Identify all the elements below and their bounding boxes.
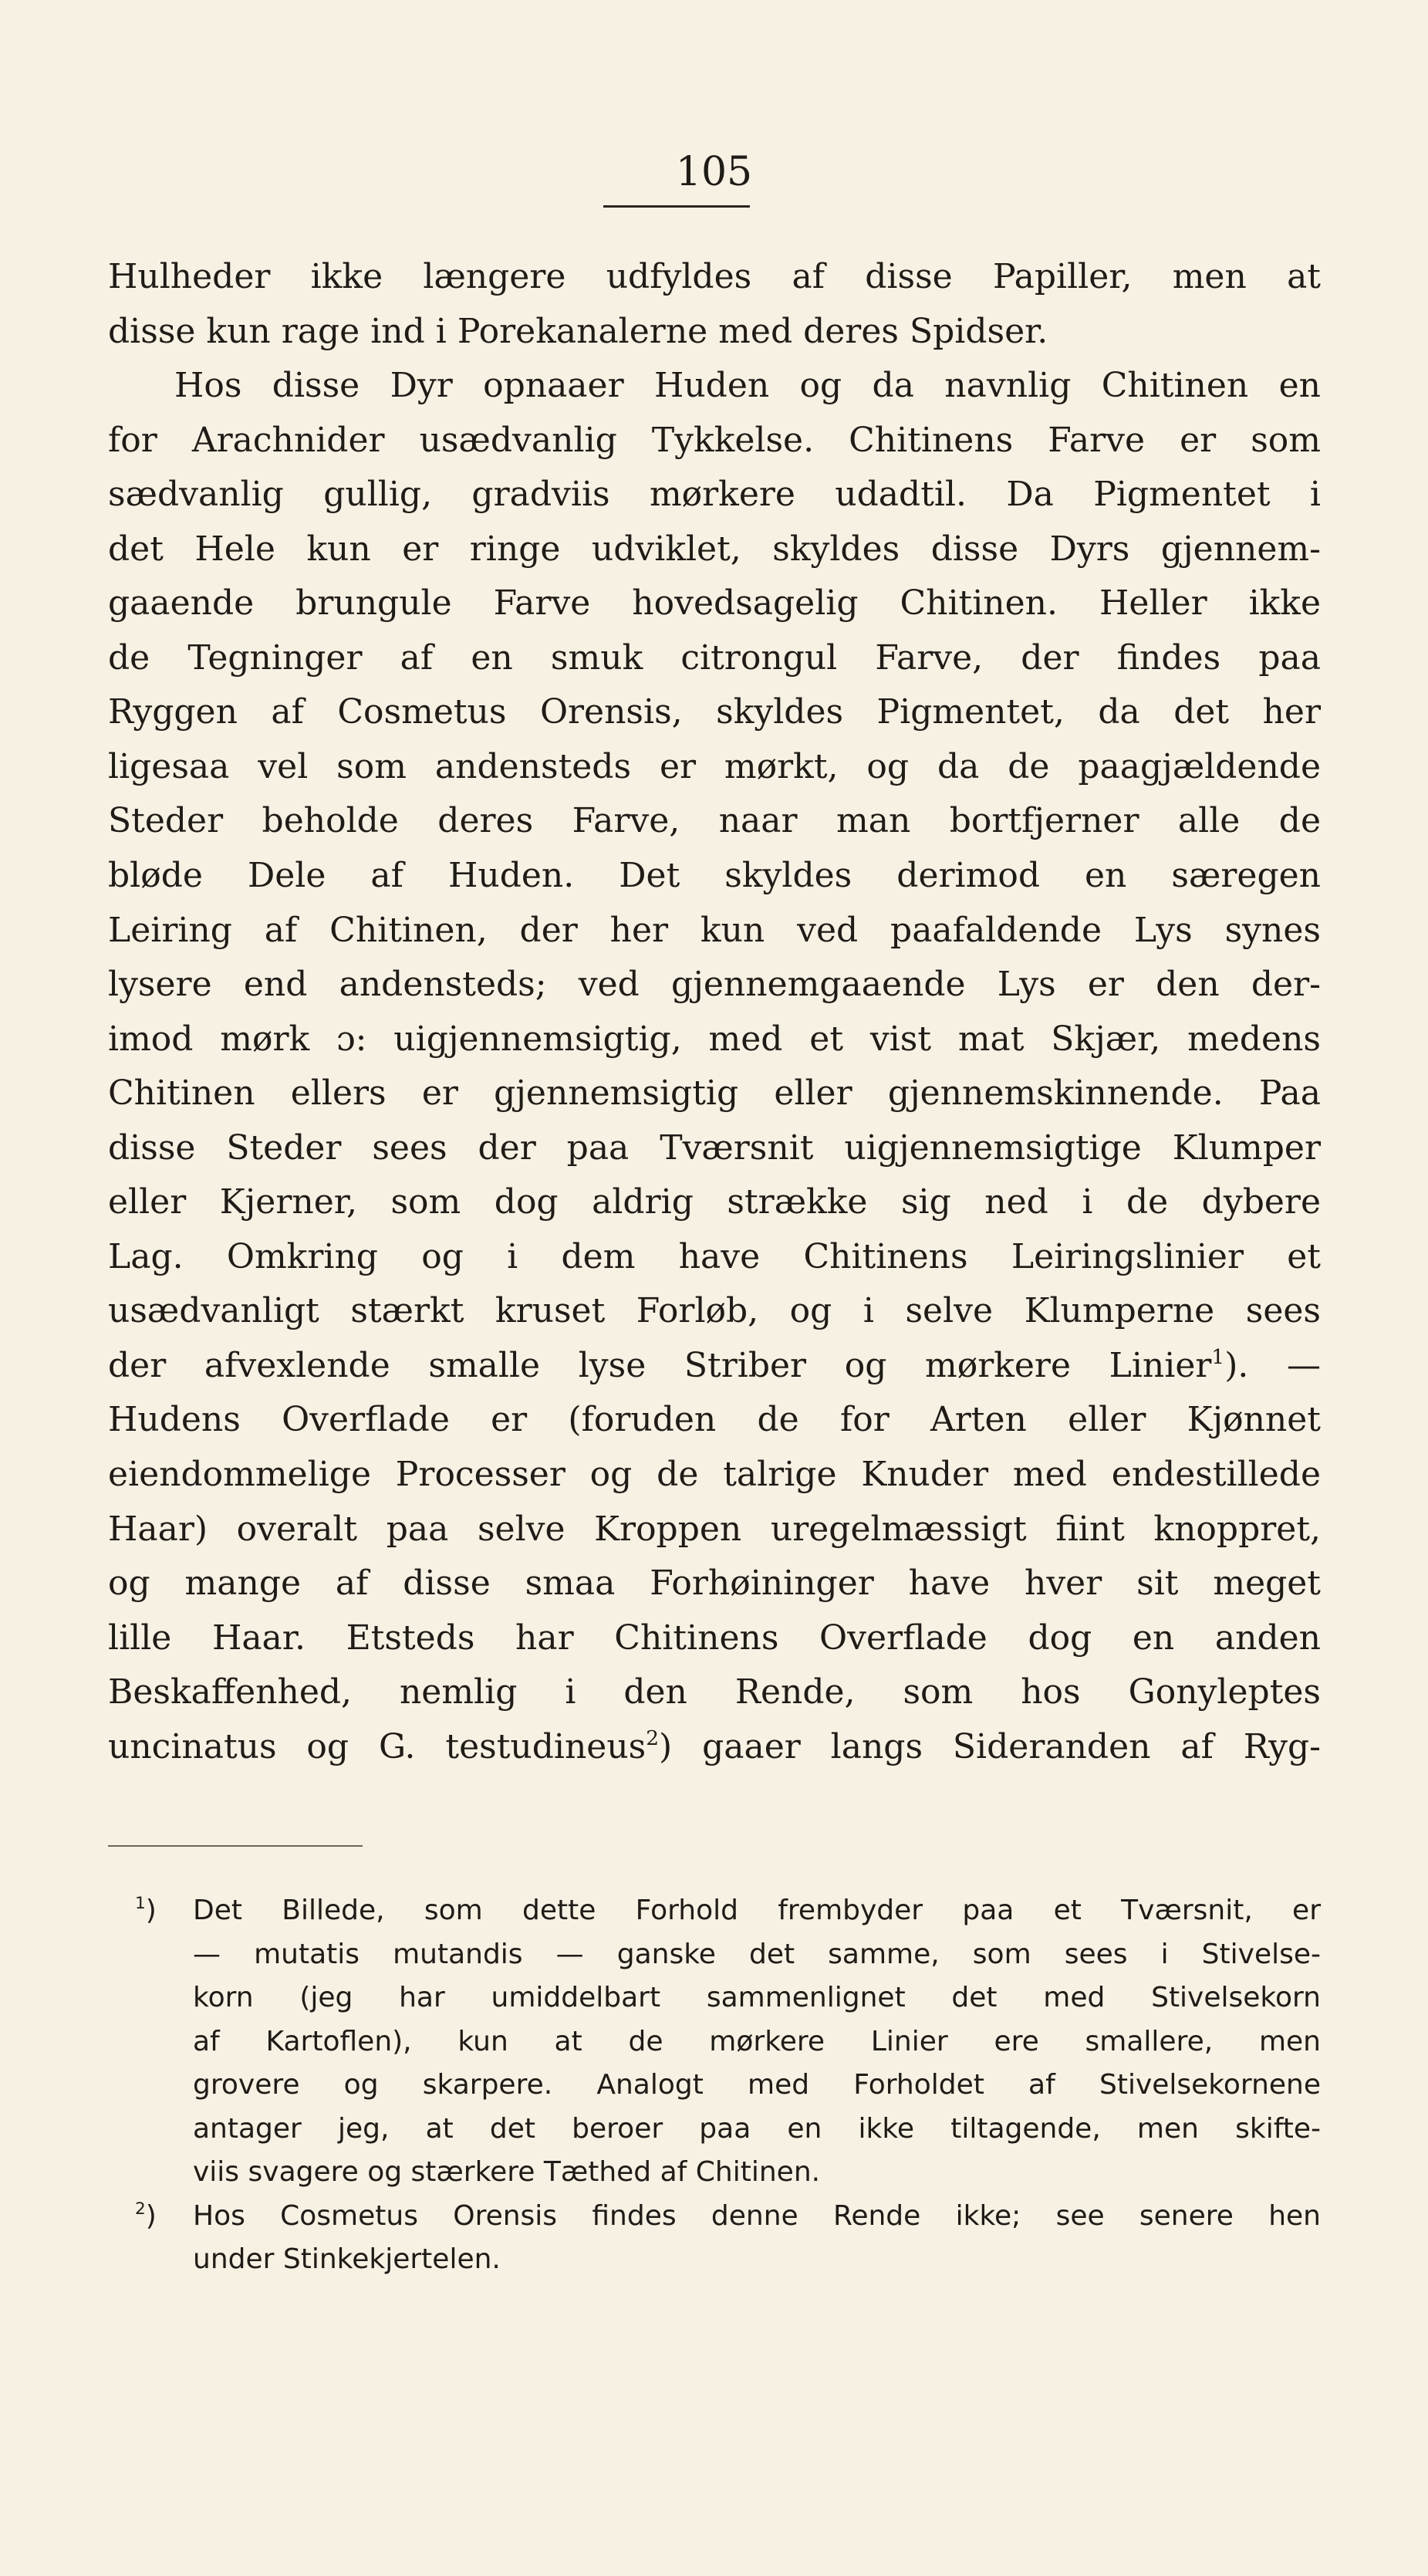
footnote-line: viis svagere og stærkere Tæthed af Chitinen. [193, 2156, 821, 2188]
footnote-line: under Stinkekjertelen. [193, 2243, 501, 2275]
text-line: gaaende brungule Farve hovedsagelig Chitinen. Heller ikke [108, 583, 1321, 624]
text-line: Hudens Overflade er (foruden de for Arten eller Kjønnet [108, 1400, 1321, 1440]
text-line: Leiring af Chitinen, der her kun ved paafaldende Lys synes [108, 910, 1321, 950]
text-line: Beskaffenhed, nemlig i den Rende, som hos Gonyleptes [108, 1672, 1321, 1712]
text-line: eiendommelige Processer og de talrige Knuder med endestillede [108, 1455, 1321, 1495]
text-line: eller Kjerner, som dog aldrig strække sig ned i de dybere [108, 1182, 1321, 1222]
text-line: og mange af disse smaa Forhøininger have hver sit meget [108, 1564, 1321, 1604]
footnote-line: $^1$) Det Billede, som dette Forhold frembyder paa et Tværsnit, er [135, 1889, 1321, 1933]
footnote-line: $^2$) Hos Cosmetus Orensis findes denne Rende ikke; see senere hen [135, 2195, 1321, 2239]
footnote-line: antager jeg, at det beroer paa en ikke tiltagende, men skifte- [193, 2112, 1321, 2145]
text-line: Hos disse Dyr opnaaer Huden og da navnlig Chitinen en [174, 366, 1321, 406]
footnote-line: korn (jeg har umiddelbart sammenlignet det med Stivelsekorn [193, 1982, 1321, 2013]
text-segment: der afvexlende smalle lyse Striber og mørkere Linier [108, 1345, 1212, 1385]
text-line: for Arachnider usædvanlig Tykkelse. Chitinens Farve er som [108, 420, 1321, 460]
footnote-marker: $^2$) [135, 2199, 157, 2232]
text-line: bløde Dele af Huden. Det skyldes derimod en særegen [108, 856, 1321, 896]
text-line: Hulheder ikke længere udfyldes af disse Papiller, men at [108, 257, 1321, 296]
footnote-1 [135, 1889, 1321, 2195]
footnote-marker: $^1$) [135, 1893, 157, 1926]
text-line: Haar) overalt paa selve Kroppen uregelmæssigt fiint knoppret, [108, 1509, 1321, 1549]
footnote-2 [135, 2195, 1321, 2282]
text-line: disse Steder sees der paa Tværsnit uigjennemsigtige Klumper [108, 1127, 1321, 1168]
page-number-rule [603, 205, 750, 208]
text-segment: ) gaaer langs Sideranden af Ryg- [659, 1726, 1321, 1766]
text-line: lysere end andensteds; ved gjennemgaaende Lys er den der- [108, 965, 1321, 1005]
footnote-line: grovere og skarpere. Analogt med Forholdet af Stivelsekornene [193, 2069, 1321, 2101]
text-line: de Tegninger af en smuk citrongul Farve, der findes paa [108, 637, 1321, 678]
text-line-with-footnote [108, 1339, 1321, 1394]
text-line: Steder beholde deres Farve, naar man bortfjerner alle de [108, 801, 1321, 841]
text-line-with-footnote [108, 1720, 1321, 1775]
text-line: Chitinen ellers er gjennemsigtig eller gjennemskinnende. Paa [108, 1073, 1321, 1114]
footnotes [135, 1889, 1321, 2282]
text-segment: ). — [1224, 1345, 1321, 1385]
page-number: 105 [675, 149, 753, 195]
main-text [108, 250, 1321, 1774]
text-line: sædvanlig gullig, gradviis mørkere udadtil. Da Pigmentet i [108, 475, 1321, 515]
text-line: det Hele kun er ringe udviklet, skyldes disse Dyrs gjennem- [108, 529, 1321, 569]
footnote-ref: 2 [646, 1726, 660, 1750]
text-line: disse kun rage ind i Porekanalerne med deres Spidser. [108, 311, 1048, 351]
text-segment: uncinatus og G. testudineus [108, 1726, 646, 1766]
text-line: Ryggen af Cosmetus Orensis, skyldes Pigmentet, da det her [108, 692, 1321, 732]
text-line: imod mørk ɔ: uigjennemsigtig, med et vist mat Skjær, medens [108, 1019, 1321, 1059]
text-line: usædvanligt stærkt kruset Forløb, og i selve Klumperne sees [108, 1291, 1321, 1331]
text-line: lille Haar. Etsteds har Chitinens Overflade dog en anden [108, 1618, 1321, 1658]
footnote-line: af Kartoflen), kun at de mørkere Linier ere smallere, men [193, 2025, 1321, 2057]
footnote-separator [108, 1845, 363, 1847]
text-line: ligesaa vel som andensteds er mørkt, og da de paagjældende [108, 746, 1321, 786]
footnote-ref: 1 [1211, 1344, 1225, 1369]
text-line: Lag. Omkring og i dem have Chitinens Leiringslinier et [108, 1236, 1321, 1276]
footnote-line: — mutatis mutandis — ganske det samme, som sees i Stivelse- [193, 1938, 1321, 1970]
